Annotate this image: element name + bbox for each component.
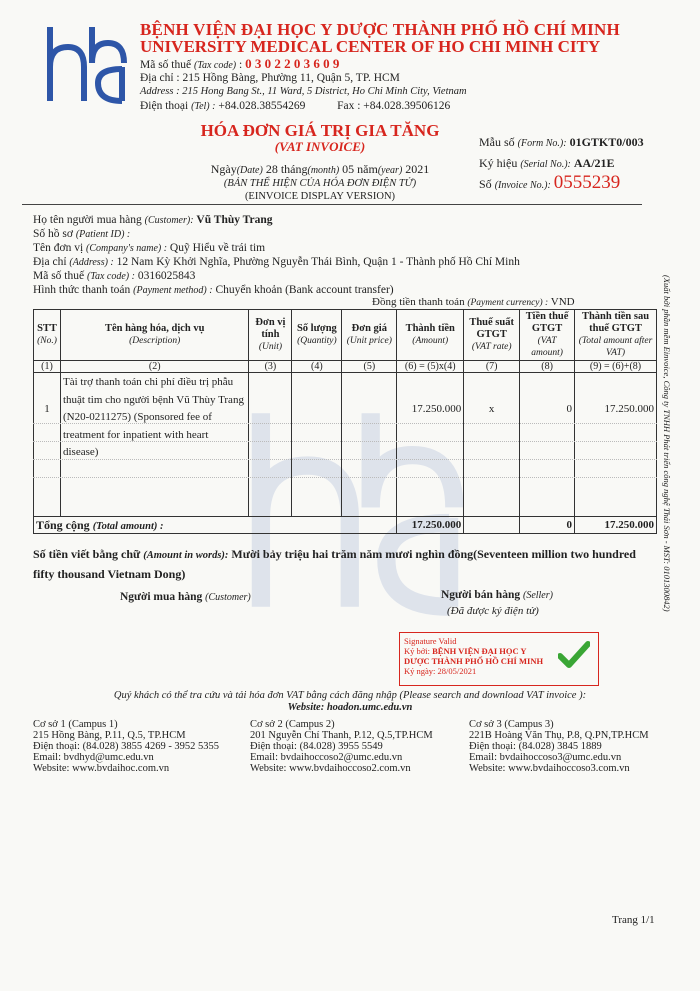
hospital-name-en: UNIVERSITY MEDICAL CENTER OF HO CHI MINH CITY (140, 37, 601, 56)
form-number: Mẫu số (Form No.): 01GTKT0/003 (479, 135, 644, 149)
company-line: Tên đơn vị (Company's name) : Quỹ Hiểu về trái tim (33, 242, 266, 254)
digital-signature-box: Signature Valid Ký bởi: BỆNH VIỆN ĐẠI HỌC Y DƯỢC THÀNH PHỐ HỒ CHÍ MINH Ký ngày: 28/05/2021 (399, 632, 599, 686)
invoice-number: Số (Invoice No.): 0555239 (479, 172, 621, 193)
item-vat-amount: 0 (520, 373, 575, 517)
lookup-instructions: Quý khách có thể tra cứu và tải hóa đơn VAT bằng cách đăng nhập (Please search and download VAT invoice ): (113, 690, 587, 701)
col-no-header: STT (No.) (34, 310, 61, 361)
invoice-title-vi: HÓA ĐƠN GIÁ TRỊ GIA TĂNG (200, 121, 440, 140)
hospital-tax-code: 0 3 0 2 2 0 3 6 0 9 (245, 56, 340, 71)
total-row: Tổng cộng (Total amount) : 17.250.000 0 17.250.000 (34, 517, 657, 534)
hospital-phone-line: Điện thoại (Tel) : +84.028.38554269 Fax : +84.028.39506126 (140, 100, 451, 112)
col-vat-rate-header: Thuế suất GTGT (VAT rate) (464, 310, 520, 361)
amount-in-words: Số tiền viết bằng chữ (Amount in words): Mười bảy triệu hai trăm năm mươi nghìn đồng(Seventeen million two hundred fifty thousand Vietnam Dong) (33, 547, 636, 581)
table-header-row (34, 310, 657, 361)
col-description-header: Tên hàng hóa, dịch vụ (Description) (60, 310, 248, 361)
customer-address-line: Địa chỉ (Address) : 12 Nam Kỳ Khởi Nghĩa, Phường Nguyễn Thái Bình, Quận 1 - Thành phố Hồ Chí Minh (33, 256, 520, 268)
col-quantity-header: Số lượng (Quantity) (292, 310, 342, 361)
display-version-en: (EINVOICE DISPLAY VERSION) (244, 191, 396, 202)
campus-1: Cơ sở 1 (Campus 1) 215 Hồng Bàng, P.11, Q.5, TP.HCM Điện thoại: (84.028) 3855 4269 - 3952 5355 Email: bvdhyd@umc.edu.vn Website: www.bvdaihoc.com.vn (33, 719, 220, 774)
total-after-vat: 17.250.000 (575, 517, 657, 534)
item-amount: 17.250.000 (397, 373, 464, 517)
buyer-signature-label: Người mua hàng (Customer) (120, 591, 251, 603)
checkmark-icon (558, 641, 590, 669)
software-side-note: (Xuất bởi phần mềm Einvoice, Công ty TNHH Phát triển công nghệ Thái Sơn - MST: 0101300842) (662, 275, 672, 612)
seller-signature-label: Người bán hàng (Seller) (441, 589, 553, 601)
invoice-title-en: (VAT INVOICE) (274, 139, 366, 154)
serial-number: Ký hiệu (Serial No.): AA/21E (479, 156, 615, 170)
hospital-logo (42, 23, 130, 105)
item-vat-rate: x (464, 373, 520, 517)
col-unit-price-header: Đơn giá (Unit price) (342, 310, 397, 361)
currency-line: Đồng tiền thanh toán (Payment currency) : VND (372, 296, 575, 308)
customer-tax-line: Mã số thuế (Tax code) : 0316025843 (33, 270, 196, 282)
hospital-address-en: Address : 215 Hong Bang St., 11 Ward, 5 District, Ho Chi Minh City, Vietnam (140, 86, 467, 97)
campus-3: Cơ sở 3 (Campus 3) 221B Hoàng Văn Thụ, P.8, Q.PN,TP.HCM Điện thoại: (84.028) 3845 1889 Email: bvdaihoccoso3@umc.edu.vn Website: www.bvdaihoccoso3.com.vn (469, 719, 649, 774)
patient-id-line: Số hồ sơ (Patient ID) : (33, 228, 131, 240)
col-vat-amount-header: Tiền thuế GTGT (VAT amount) (520, 310, 575, 361)
seller-signed-note: (Đã được ký điện tử) (447, 605, 539, 617)
total-vat: 0 (520, 517, 575, 534)
campus-2: Cơ sở 2 (Campus 2) 201 Nguyễn Chí Thanh, P.12, Q.5,TP.HCM Điện thoại: (84.028) 3955 5549 Email: bvdaihoccoso2@umc.edu.vn Website: www.bvdaihoccoso2.com.vn (250, 719, 433, 774)
total-amount: 17.250.000 (397, 517, 464, 534)
table-row: 1 Tài trợ thanh toán chi phí điều trị phẫu thuật tim cho người bệnh Vũ Thùy Trang (N20-0211275) (Sponsored fee of treatment for inpatient with heart disease) 17.250.000 x 0 17.250.000 (34, 373, 657, 517)
signature-valid-label: Signature Valid (404, 636, 457, 646)
col-unit-header: Đơn vị tính (Unit) (249, 310, 292, 361)
customer-name: Vũ Thùy Trang (196, 214, 273, 226)
item-description: Tài trợ thanh toán chi phí điều trị phẫu thuật tim cho người bệnh Vũ Thùy Trang (N20-0211275) (Sponsored fee of treatment for inpatient with heart disease) (60, 373, 248, 517)
display-version-vi: (BẢN THỂ HIỆN CỦA HÓA ĐƠN ĐIỆN TỬ) (223, 178, 417, 189)
payment-method-line: Hình thức thanh toán (Payment method) : Chuyển khoản (Bank account transfer) (33, 284, 394, 296)
amount-in-words-text: Mười bảy triệu hai trăm năm mươi nghìn đồng(Seventeen million two hundred fifty thousand Vietnam Dong) (33, 547, 636, 581)
col-total-header: Thành tiền sau thuế GTGT (Total amount after VAT) (575, 310, 657, 361)
customer-name-line: Họ tên người mua hàng (Customer): Vũ Thùy Trang (33, 214, 273, 226)
company-name: Quỹ Hiểu về trái tim (169, 242, 266, 254)
hospital-name-vi: BỆNH VIỆN ĐẠI HỌC Y DƯỢC THÀNH PHỐ HỒ CHÍ MINH (140, 20, 620, 39)
col-amount-header: Thành tiền (Amount) (397, 310, 464, 361)
lookup-website[interactable]: Website: hoadon.umc.edu.vn (287, 702, 413, 713)
hospital-address-vi: Địa chỉ : 215 Hồng Bàng, Phường 11, Quận 5, TP. HCM (140, 72, 400, 84)
hospital-tax-line: Mã số thuế (Tax code) : 0 3 0 2 2 0 3 6 0 9 (140, 56, 340, 71)
header-divider (22, 204, 642, 205)
invoice-date: Ngày(Date) 28 tháng(month) 05 năm(year) 2021 (210, 162, 430, 176)
row-dividers (33, 423, 657, 495)
table-index-row: (1) (2) (3) (4) (5) (6) = (5)x(4) (7) (8) (9) = (6)+(8) (34, 361, 657, 373)
item-total: 17.250.000 (575, 373, 657, 517)
items-table (33, 309, 657, 534)
page-number: Trang 1/1 (612, 914, 655, 926)
